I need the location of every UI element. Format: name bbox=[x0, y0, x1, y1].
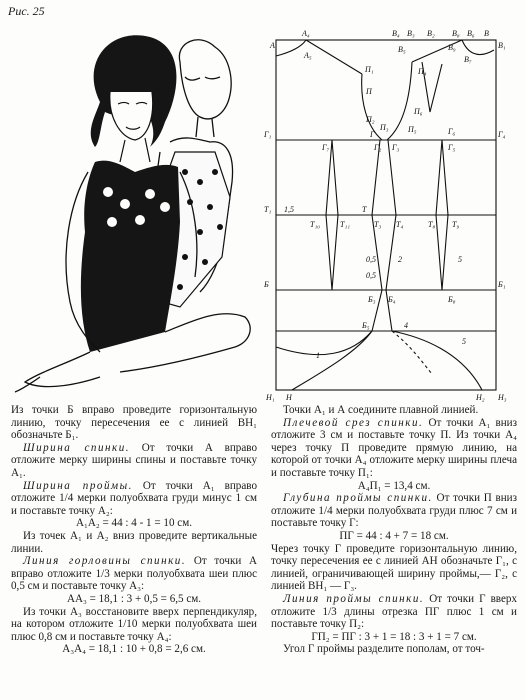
paragraph bbox=[271, 404, 517, 417]
paragraph-text: ПГ = 44 : 4 + 7 = 18 см. bbox=[339, 529, 449, 542]
paragraph-text: А₃А₄ = 18,1 : 10 + 0,8 = 2,6 см. bbox=[62, 643, 206, 656]
lbl-b3: Б₃ bbox=[368, 295, 376, 304]
paragraph-text: Точки А₁ и А соедините плавной линией. bbox=[283, 404, 479, 416]
section-heading: Ширина проймы. bbox=[23, 479, 133, 492]
paragraph bbox=[271, 492, 517, 530]
paragraph bbox=[271, 530, 517, 543]
lbl-g4: Г₄ bbox=[498, 130, 506, 139]
lbl-h3: Н₃ bbox=[498, 393, 507, 402]
lbl-d5b: 5 bbox=[462, 337, 466, 346]
lbl-p3: П₃ bbox=[380, 123, 389, 132]
lbl-d05a: 0,5 bbox=[366, 255, 376, 264]
pattern-draft bbox=[262, 22, 525, 402]
lbl-g: Г bbox=[370, 130, 375, 139]
lbl-p2: П₂ bbox=[366, 115, 375, 124]
lbl-v: В bbox=[484, 29, 489, 38]
paragraph-text: А₄П₁ = 13,4 см. bbox=[357, 479, 431, 492]
lbl-p: П bbox=[366, 87, 372, 96]
paragraph bbox=[11, 404, 257, 442]
paragraph bbox=[271, 480, 517, 493]
lbl-v5: В₅ bbox=[398, 45, 406, 54]
lbl-a: A bbox=[270, 41, 275, 50]
lbl-b5: Б₅ bbox=[362, 321, 370, 330]
section-heading: Глубина проймы спинки. bbox=[283, 492, 433, 505]
paragraph bbox=[271, 643, 517, 656]
lbl-g6: Г₆ bbox=[448, 127, 456, 136]
lbl-v7: В₇ bbox=[464, 55, 472, 64]
paragraph-text: От точки А₁ вниз отложите 3 см и поставьте точку П. Из точки А₄ через точку П проведите прямую линию, на которой от точки А₄ отложите мерку ширины плеча и поставьте точку П₁: bbox=[271, 416, 517, 479]
paragraph bbox=[271, 543, 517, 593]
lbl-d05b: 0,5 bbox=[366, 271, 376, 280]
lbl-t10: Т₁₀ bbox=[310, 220, 321, 229]
paragraph-text: Через точку Г проведите горизонтальную линию, точку пересечения ее с линией АН обозначьте Г₁, с линией, ограничивающей ширину проймы,— Г₂, с линией ВН₁ — Г₃. bbox=[271, 542, 517, 593]
lbl-v2: В₂ bbox=[427, 29, 435, 38]
lbl-t3: Т₃ bbox=[374, 220, 382, 229]
lbl-a5: A₅ bbox=[304, 51, 312, 60]
swimsuit-illustration bbox=[0, 22, 262, 402]
paragraph bbox=[11, 480, 257, 518]
lbl-t1: Т₁ bbox=[264, 205, 272, 214]
section-heading: Линия горловины спинки. bbox=[23, 555, 187, 568]
text-column-right bbox=[271, 404, 517, 656]
lbl-p6: П₆ bbox=[414, 107, 423, 116]
paragraph-text: Из точки А₃ восстановите вверх перпендикуляр, на котором отложите 1/10 мерки полуобхвата шеи плюс 0,8 см и поставьте точку А₄: bbox=[11, 605, 257, 643]
lbl-g5: Г₅ bbox=[448, 143, 456, 152]
paragraph-text: От точки П вниз отложите 1/4 мерки полуобхвата груди плюс 7 см и поставьте точку Г: bbox=[271, 492, 518, 530]
lbl-v4: В₄ bbox=[392, 29, 400, 38]
paragraph bbox=[11, 530, 257, 555]
lbl-t9: Т₉ bbox=[452, 220, 460, 229]
paragraph-text: ГП₂ = ПГ : 3 + 1 = 18 : 3 + 1 = 7 см. bbox=[311, 630, 477, 643]
lbl-g3: Г₃ bbox=[392, 143, 400, 152]
lbl-d2: 2 bbox=[398, 255, 402, 264]
paragraph bbox=[11, 442, 257, 480]
lbl-h2: Н₂ bbox=[476, 393, 485, 402]
lbl-v6: В₆ bbox=[467, 29, 475, 38]
paragraph bbox=[271, 593, 517, 631]
lbl-v3: В₃ bbox=[407, 29, 415, 38]
paragraph bbox=[11, 517, 257, 530]
lbl-b: Б bbox=[264, 280, 269, 289]
paragraph-text: От точки А вправо отложите 1/3 мерки полуобхвата шеи плюс 0,5 см и поставьте точку А₃: bbox=[11, 555, 257, 593]
lbl-g2: Г₂ bbox=[374, 143, 382, 152]
lbl-a4: A₄ bbox=[302, 29, 310, 38]
lbl-t11: Т₁₁ bbox=[340, 220, 351, 229]
paragraph bbox=[11, 593, 257, 606]
paragraph-text: АА₃ = 18,1 : 3 + 0,5 = 6,5 см. bbox=[66, 592, 202, 605]
lbl-t8: Т₈ bbox=[428, 220, 436, 229]
lbl-h: Н bbox=[286, 393, 292, 402]
section-heading: Плечевой срез спинки. bbox=[283, 416, 424, 429]
lbl-g7: Г₇ bbox=[322, 143, 330, 152]
lbl-d1: 1 bbox=[316, 351, 320, 360]
paragraph-text: От точки А₁ вправо отложите 1/4 мерки полуобхвата груди минус 1 см и поставьте точку А₂: bbox=[11, 479, 257, 517]
section-heading: Ширина спинки. bbox=[23, 441, 131, 454]
paragraph-text: Из точек А₁ и А₂ вниз проведите вертикальные линии. bbox=[11, 529, 257, 555]
lbl-p4: П₄ bbox=[418, 67, 427, 76]
paragraph-text: От точки Г вверх отложите 1/3 длины отрезка ПГ плюс 1 см и поставьте точку П₂: bbox=[271, 592, 517, 631]
paragraph bbox=[271, 417, 517, 480]
paragraph bbox=[11, 606, 257, 644]
lbl-d4: 4 bbox=[404, 321, 408, 330]
lbl-t: Т bbox=[362, 205, 367, 214]
paragraph bbox=[11, 555, 257, 593]
lbl-b1: Б₁ bbox=[498, 280, 506, 289]
lbl-p5: П₅ bbox=[408, 125, 417, 134]
lbl-b4: Б₄ bbox=[388, 295, 396, 304]
lbl-b8: Б₈ bbox=[448, 295, 456, 304]
paragraph-text: От точки А вправо отложите мерку ширины спины и поставьте точку А₁. bbox=[11, 441, 257, 479]
paragraph-text: А₁А₂ = 44 : 4 - 1 = 10 см. bbox=[75, 517, 192, 530]
lbl-v1: В₁ bbox=[498, 41, 506, 50]
paragraph bbox=[11, 643, 257, 656]
paragraph-text: Угол Г проймы разделите пополам, от точ- bbox=[283, 643, 485, 656]
lbl-p1: П₁ bbox=[365, 65, 374, 74]
lbl-h1: Н₁ bbox=[266, 393, 275, 402]
lbl-v9: В₉ bbox=[448, 43, 456, 52]
text-column-left bbox=[11, 404, 257, 656]
lbl-d5a: 5 bbox=[458, 255, 462, 264]
lbl-v8: В₈ bbox=[452, 29, 460, 38]
paragraph-text: Из точки Б вправо проведите горизонтальную линию, точку пересечения ее с линией ВН₁ обозначьте Б₁. bbox=[11, 404, 257, 442]
lbl-t4: Т₄ bbox=[396, 220, 404, 229]
figure-caption: Рис. 25 bbox=[8, 4, 45, 18]
lbl-g1: Г₁ bbox=[264, 130, 272, 139]
paragraph bbox=[271, 631, 517, 644]
section-heading: Линия проймы спинки. bbox=[283, 592, 425, 605]
lbl-d15: 1,5 bbox=[284, 205, 294, 214]
